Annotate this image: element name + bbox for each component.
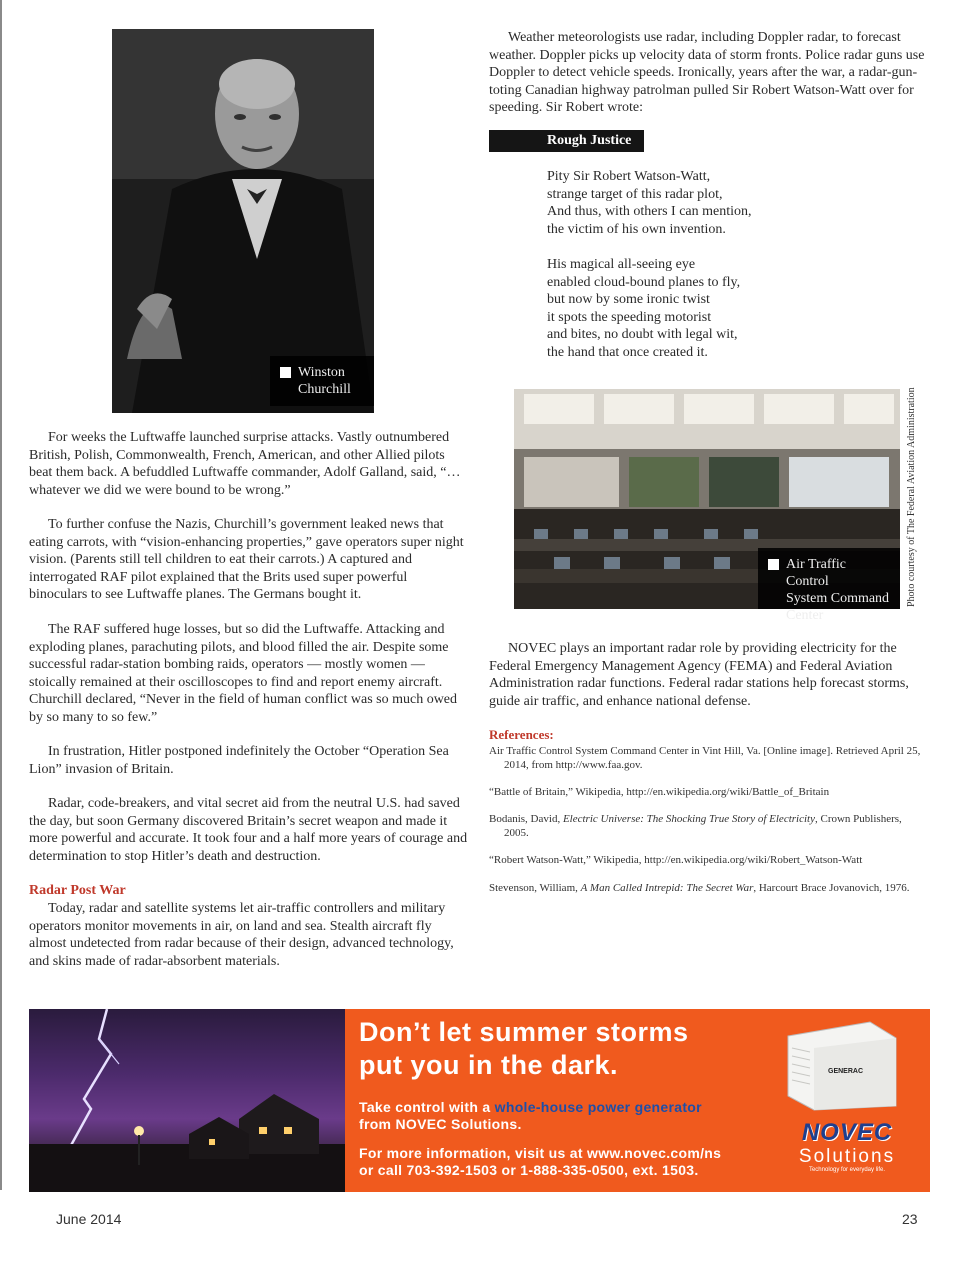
generator-brand: GENERAC	[828, 1068, 864, 1075]
reference-text: Bodanis, David,	[489, 813, 563, 825]
poem-title: Rough Justice	[547, 133, 632, 148]
reference-text: Stevenson, William,	[489, 882, 581, 894]
poem-line: strange target of this radar plot,	[547, 186, 723, 202]
caption-line: Air Traffic Control	[786, 557, 847, 589]
caption-square-icon	[280, 367, 291, 378]
poem-line: Pity Sir Robert Watson-Watt,	[547, 169, 711, 184]
references-title: References:	[489, 727, 554, 742]
page-number: 23	[902, 1211, 918, 1227]
caption-line: System Command	[786, 591, 890, 606]
reference-item: “Battle of Britain,” Wikipedia, http://en.wikipedia.org/wiki/Battle_of_Britain	[489, 786, 830, 798]
ad-text: from NOVEC Solutions.	[359, 1116, 522, 1132]
reference-item	[489, 881, 929, 895]
novec-advertisement[interactable]	[29, 1009, 930, 1192]
ad-text	[359, 1099, 702, 1115]
reference-item	[489, 812, 929, 840]
caption-line: Churchill	[298, 382, 351, 397]
logo-solutions: Solutions	[798, 1146, 896, 1167]
poem-stanza-2	[547, 256, 740, 361]
poem-line: And thus, with others I can mention,	[547, 204, 752, 219]
section-heading: Radar Post War	[29, 883, 126, 898]
poem-title-bar	[489, 130, 644, 152]
intro-paragraph: Weather meteorologists use radar, including Doppler radar, to forecast weather. Doppler picks up velocity data of storm fronts. Police radar guns use Doppler to detect vehicle speeds. Ironically, years after the war, a radar-gun-toting Canadian highway patrolman pulled Sir Robert Watson-Watt over for speeding. Sir Robert wrote:	[489, 30, 925, 115]
body-paragraph: In frustration, Hitler postponed indefinitely the October “Operation Sea Lion” invasion of Britain.	[29, 744, 449, 777]
reference-item: “Robert Watson-Watt,” Wikipedia, http://en.wikipedia.org/wiki/Robert_Watson-Watt	[489, 854, 863, 866]
photo-credit: Photo courtesy of The Federal Aviation Administration	[906, 387, 917, 607]
poem-stanza-1	[547, 168, 752, 238]
lightning-night-illustration	[29, 1009, 345, 1192]
ad-headline: Don’t let summer storms	[359, 1017, 689, 1047]
poem-line: but now by some ironic twist	[547, 292, 710, 307]
ad-highlight: whole-house power generator	[494, 1099, 702, 1115]
reference-book-title: A Man Called Intrepid: The Secret War	[580, 882, 754, 894]
caption-line: Center	[786, 608, 824, 623]
churchill-photo	[112, 29, 374, 413]
body-paragraph: To further confuse the Nazis, Churchill’s government leaked news that eating carrots, with “vision-enhancing properties,” gave operators super night vision. (Parents still tell children to eat their carrots.) A captured and interrogated RAF pilot explained that the Brits used super powerful binoculars to see Luftwaffe planes. The Germans bought it.	[29, 517, 464, 602]
generator-illustration	[778, 1018, 900, 1113]
ad-contact-text: For more information, visit us at www.novec.com/ns	[359, 1145, 722, 1161]
poem-line: the hand that once created it.	[547, 344, 708, 360]
reference-text: , Harcourt Brace Jovanovich, 1976.	[753, 882, 910, 894]
atc-caption	[758, 548, 900, 623]
generator-image	[778, 1018, 900, 1113]
ad-headline: put you in the dark.	[359, 1050, 619, 1080]
logo-tagline: Technology for everyday life.	[808, 1167, 886, 1173]
novec-paragraph: NOVEC plays an important radar role by providing electricity for the Federal Emergency Management Agency (FEMA) and Federal Aviation Administration radar functions. Federal radar stations help forecast storms, guide air traffic, and enhance national defense.	[489, 641, 909, 709]
reference-book-title: Electric Universe: The Shocking True Story of Electricity	[562, 813, 815, 825]
poem-line: His magical all-seeing eye	[547, 257, 696, 272]
reference-text: , Crown Publishers, 2005.	[504, 813, 902, 839]
body-paragraph: The RAF suffered huge losses, but so did the Luftwaffe. Attacking and exploding planes, parachuting pilots, and blood filled the air. Despite some successful radar-station bombing raids, operators — mostly women — stoically remained at their oscilloscopes to find and report enemy aircraft. Churchill declared, “Never in the field of human conflict was so much owed by so many to so few.”	[29, 622, 458, 725]
ad-contact-text: or call 703-392-1503 or 1-888-335-0500, ext. 1503.	[359, 1162, 699, 1178]
storm-photo	[29, 1009, 345, 1192]
reference-item: Air Traffic Control System Command Center in Vint Hill, Va. [Online image]. Retrieved April 25, 2014, from http://www.faa.gov.	[489, 745, 921, 771]
body-paragraph: For weeks the Luftwaffe launched surprise attacks. Vastly outnumbered British, Polish, Commonwealth, French, American, and other Allied pilots beat them back. A befuddled Luftwaffe commander, Adolf Galland, said, “… whatever we did we were bound to be wrong.”	[29, 430, 461, 498]
footer-date: June 2014	[56, 1211, 122, 1227]
atc-photo	[514, 389, 900, 623]
logo-novec: NOVEC	[801, 1119, 893, 1146]
churchill-caption	[270, 356, 374, 406]
ad-text-part: Take control with a	[359, 1099, 495, 1115]
caption-square-icon	[768, 559, 779, 570]
caption-line: Winston	[298, 365, 345, 380]
poem-line: enabled cloud-bound planes to fly,	[547, 274, 741, 290]
poem-line: and bites, no doubt with legal wit,	[547, 327, 738, 342]
novec-solutions-logo	[787, 1119, 907, 1187]
poem-line: it spots the speeding motorist	[547, 309, 712, 325]
poem-line: the victim of his own invention.	[547, 221, 726, 237]
body-paragraph: Today, radar and satellite systems let air-traffic controllers and military operators monitor movements in air, on land and sea. Stealth aircraft fly almost undetected from radar because of their design, advanced technology, and skins made of radar-absorbent materials.	[29, 901, 454, 969]
body-paragraph: Radar, code-breakers, and vital secret aid from the neutral U.S. had saved the day, but soon Germany discovered Britain’s secret weapon and made it more powerful and accurate. It took four and a half more years of courage and determination to stop Hitler’s death and destruction.	[29, 796, 468, 864]
page-edge-rule	[0, 0, 2, 1190]
